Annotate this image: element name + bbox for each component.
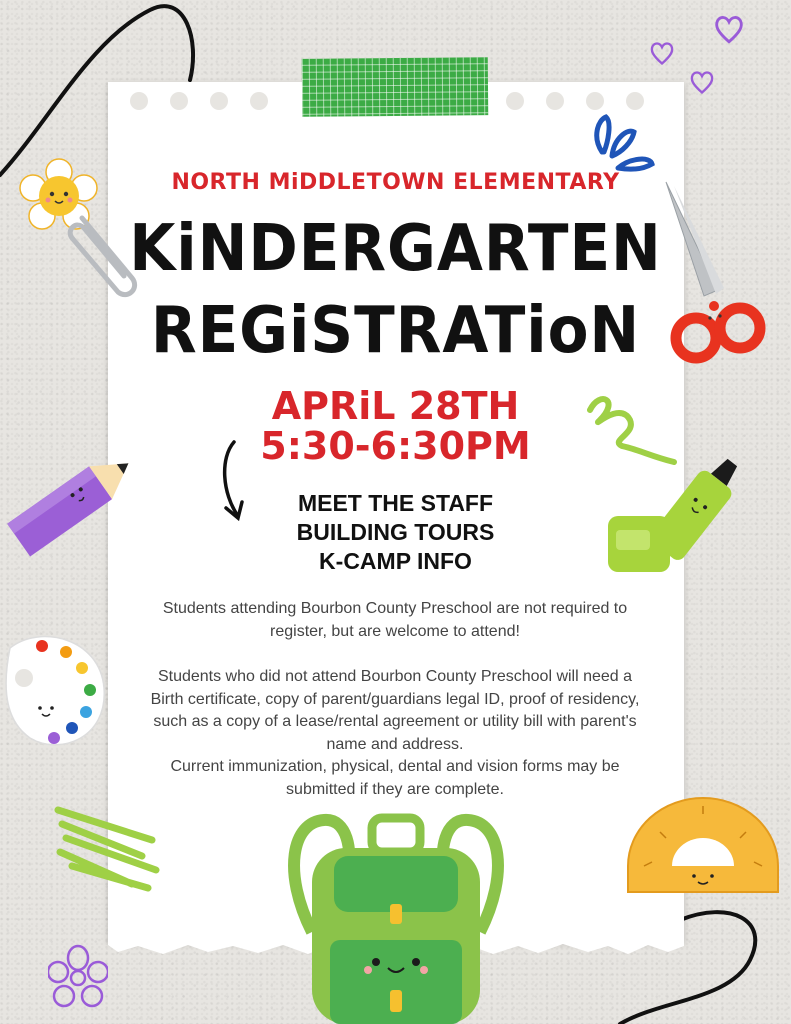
paragraph-requirements — [140, 666, 650, 801]
school-name: NORTH MiDDLETOWN ELEMENTARY — [171, 170, 620, 195]
heart-icon — [688, 66, 716, 98]
backpack-icon — [272, 812, 520, 1024]
splash-icon — [590, 112, 660, 176]
green-scribble — [52, 800, 162, 892]
paragraph-forms: Current immunization, physical, dental and vision forms may be submitted if they are complete. — [170, 758, 620, 798]
highlight-item: MEET THE STAFF — [297, 490, 494, 516]
paint-palette-icon — [0, 628, 110, 752]
paragraph-preschool: Students attending Bourbon County Preschool are not required to register, but are welcome to attend! — [162, 600, 628, 640]
heart-icon — [712, 12, 746, 46]
title-line-2: REGiSTRATioN — [150, 294, 641, 368]
event-date: APRiL 28TH — [271, 384, 520, 428]
highlight-item: K-CAMP INFO — [319, 548, 472, 574]
event-time: 5:30-6:30PM — [260, 424, 531, 468]
highlight-item: BUILDING TOURS — [296, 519, 495, 545]
title-line-1: KiNDERGARTEN — [129, 212, 662, 286]
heart-icon — [648, 38, 676, 68]
paragraph-documents: Students who did not attend Bourbon County Preschool will need a Birth certificate, copy of parent/guardians legal ID, proof of residency, such as a copy of a lease/rental agreement or utility bill with parent's name and address. — [150, 668, 640, 753]
protractor-icon — [624, 796, 782, 896]
flower-outline-icon — [48, 944, 108, 1010]
tape — [302, 57, 488, 117]
